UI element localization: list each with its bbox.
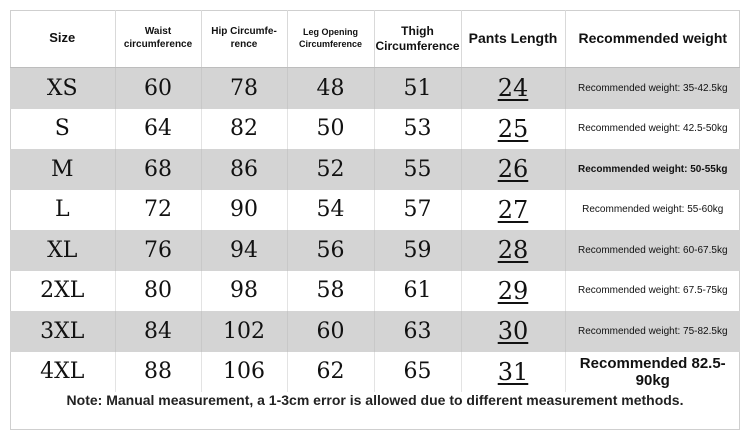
leg-cell: 58	[287, 271, 374, 312]
size-chart-table	[10, 10, 740, 392]
table-row	[10, 352, 740, 393]
leg-cell: 54	[287, 190, 374, 231]
table-row	[10, 68, 740, 109]
table-row	[10, 109, 740, 150]
weight-cell: Recommended weight: 35-42.5kg	[565, 68, 740, 109]
waist-cell: 68	[115, 149, 201, 190]
waist-cell: 88	[115, 352, 201, 393]
thigh-cell: 59	[374, 230, 461, 271]
header-row	[10, 10, 740, 68]
waist-cell: 64	[115, 109, 201, 150]
thigh-cell: 61	[374, 271, 461, 312]
hip-cell: 78	[201, 68, 287, 109]
table-row	[10, 149, 740, 190]
table-row	[10, 271, 740, 312]
size-cell: 3XL	[10, 311, 115, 352]
hip-cell: 86	[201, 149, 287, 190]
length-cell: 29	[461, 271, 565, 312]
leg-cell: 60	[287, 311, 374, 352]
table-row	[10, 311, 740, 352]
header-leg-opening: Leg Opening Circumference	[287, 10, 374, 68]
header-hip: Hip Circumfe- rence	[201, 10, 287, 68]
header-waist: Waist circumference	[115, 10, 201, 68]
hip-cell: 98	[201, 271, 287, 312]
length-cell: 31	[461, 352, 565, 393]
hip-cell: 82	[201, 109, 287, 150]
header-pants-length: Pants Length	[461, 10, 565, 68]
length-cell: 28	[461, 230, 565, 271]
weight-cell: Recommended weight: 50-55kg	[565, 149, 740, 190]
thigh-cell: 53	[374, 109, 461, 150]
leg-cell: 50	[287, 109, 374, 150]
length-cell: 25	[461, 109, 565, 150]
header-recommended-weight: Recommended weight	[565, 10, 740, 68]
thigh-cell: 57	[374, 190, 461, 231]
weight-cell: Recommended 82.5-90kg	[565, 352, 740, 393]
weight-cell: Recommended weight: 42.5-50kg	[565, 109, 740, 150]
hip-cell: 90	[201, 190, 287, 231]
header-size: Size	[10, 10, 115, 68]
hip-cell: 106	[201, 352, 287, 393]
leg-cell: 62	[287, 352, 374, 393]
waist-cell: 72	[115, 190, 201, 231]
thigh-cell: 51	[374, 68, 461, 109]
waist-cell: 76	[115, 230, 201, 271]
hip-cell: 94	[201, 230, 287, 271]
leg-cell: 48	[287, 68, 374, 109]
length-cell: 27	[461, 190, 565, 231]
table-row	[10, 190, 740, 231]
weight-cell: Recommended weight: 67.5-75kg	[565, 271, 740, 312]
leg-cell: 52	[287, 149, 374, 190]
thigh-cell: 65	[374, 352, 461, 393]
length-cell: 24	[461, 68, 565, 109]
leg-cell: 56	[287, 230, 374, 271]
weight-cell: Recommended weight: 60-67.5kg	[565, 230, 740, 271]
header-thigh: Thigh Circumference	[374, 10, 461, 68]
length-cell: 30	[461, 311, 565, 352]
size-cell: 2XL	[40, 278, 85, 304]
waist-cell: 60	[115, 68, 201, 109]
size-cell: XL	[10, 230, 115, 271]
waist-cell: 80	[115, 271, 201, 312]
weight-cell: Recommended weight: 75-82.5kg	[565, 311, 740, 352]
thigh-cell: 55	[374, 149, 461, 190]
table-row	[10, 230, 740, 271]
size-cell: XS	[10, 68, 115, 109]
waist-cell: 84	[115, 311, 201, 352]
size-cell: S	[54, 116, 70, 142]
hip-cell: 102	[201, 311, 287, 352]
thigh-cell: 63	[374, 311, 461, 352]
measurement-note: Note: Manual measurement, a 1-3cm error is allowed due to different measurement methods.	[66, 392, 684, 408]
size-cell: 4XL	[40, 359, 85, 385]
size-cell: L	[54, 197, 70, 223]
weight-cell: Recommended weight: 55-60kg	[565, 190, 740, 231]
size-cell: M	[10, 149, 115, 190]
length-cell: 26	[461, 149, 565, 190]
